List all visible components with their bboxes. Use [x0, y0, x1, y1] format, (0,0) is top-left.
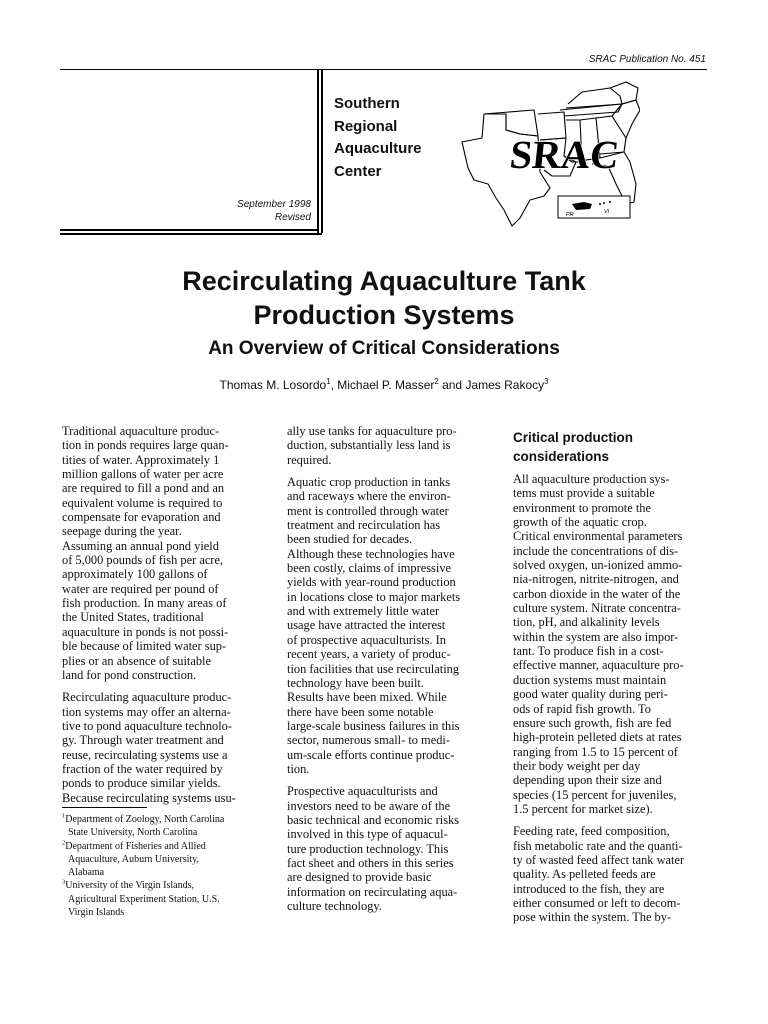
text-line: are required to fill a pond and an	[62, 481, 225, 496]
text-line: quality. As pelleted feeds are	[513, 867, 656, 882]
paragraph	[62, 690, 258, 805]
body-column-2	[287, 424, 485, 921]
text-line: Critical production	[513, 430, 634, 445]
text-line: tion systems may offer an alterna-	[62, 704, 231, 719]
paragraph	[287, 784, 485, 913]
author-footnote-mark: 1	[326, 377, 331, 386]
text-line: land for pond construction.	[62, 667, 197, 682]
text-line: tant. To produce fish in a cost-	[513, 644, 664, 659]
text-line: tive to pond aquaculture technolo-	[62, 718, 232, 733]
center-name	[334, 93, 422, 183]
text-line: fish production. In many areas of	[62, 596, 227, 611]
text-line: technology have been built.	[287, 675, 424, 690]
text-line: Critical environmental parameters	[513, 529, 683, 544]
text-line: 1.5 percent for market size).	[513, 801, 653, 816]
text-line: usage have attracted the interest	[287, 618, 446, 633]
text-line: nia-nitrogen, nitrite-nitrogen, and	[513, 572, 679, 587]
body-column-3	[513, 428, 713, 933]
document-title	[0, 264, 768, 332]
text-line: um-scale efforts continue produc-	[287, 747, 455, 762]
header-bottom-rule	[60, 233, 322, 235]
text-line: fraction of the water required by	[62, 761, 223, 776]
date-line: September 1998	[237, 199, 311, 210]
text-line: treatment and recirculation has	[287, 518, 441, 533]
text-line: of prospective aquaculturists. In	[287, 632, 446, 647]
author-name: , Michael P. Masser	[330, 378, 435, 392]
footnote-rule	[62, 807, 147, 808]
text-line: ble because of limited water sup-	[62, 639, 227, 654]
text-line: duction systems must maintain	[513, 672, 667, 687]
text-line: Because recirculating systems usu-	[62, 790, 236, 805]
srac-map-logo	[460, 80, 640, 228]
text-line: seepage during the year.	[62, 524, 182, 539]
text-line: information on recirculating aqua-	[287, 884, 458, 899]
text-line: Feeding rate, feed composition,	[513, 824, 670, 839]
text-line: species (15 percent for juveniles,	[513, 787, 677, 802]
text-line: been costly, claims of impressive	[287, 561, 452, 576]
text-line: plies or an absence of suitable	[62, 653, 211, 668]
title-line: Production Systems	[253, 300, 515, 330]
center-name-line: Regional	[334, 117, 398, 135]
text-line: Assuming an annual pond yield	[62, 538, 219, 553]
paragraph	[287, 424, 485, 467]
text-line: tities of water. Approximately 1	[62, 452, 220, 467]
text-line: ment is controlled through water	[287, 503, 449, 518]
srac-logo-text: SRAC	[507, 132, 622, 177]
text-line: ods of rapid fish growth. To	[513, 701, 651, 716]
text-line: basic technical and economic risks	[287, 812, 460, 827]
text-line: pose within the system. The by-	[513, 910, 672, 925]
text-line: considerations	[513, 449, 610, 464]
paragraph	[513, 472, 713, 816]
text-line: duction, substantially less land is	[287, 438, 451, 453]
text-line: either consumed or left to decom-	[513, 895, 681, 910]
text-line: the United States, traditional	[62, 610, 204, 625]
text-line: their body weight per day	[513, 758, 641, 773]
publication-date	[237, 198, 311, 224]
header-vertical-rule	[321, 69, 323, 233]
text-line: All aquaculture production sys-	[513, 472, 670, 486]
text-line: investors need to be aware of the	[287, 798, 451, 813]
text-line: in locations close to major markets	[287, 589, 461, 604]
text-line: approximately 100 gallons of	[62, 567, 208, 582]
footnote-number: 2	[62, 839, 66, 847]
text-line: introduced to the fish, they are	[513, 881, 665, 896]
author-line	[0, 378, 768, 392]
text-line: been studied for decades.	[287, 532, 413, 547]
text-line: environment to promote the	[513, 500, 651, 515]
footnote-number: 1	[62, 812, 66, 820]
document-subtitle: An Overview of Critical Considerations	[208, 338, 560, 359]
title-line: Recirculating Aquaculture Tank	[182, 266, 586, 296]
text-line: Prospective aquaculturists and	[287, 784, 438, 799]
text-line: growth of the aquatic crop.	[513, 515, 647, 530]
body-column-1	[62, 424, 258, 813]
text-line: compensate for evaporation and	[62, 510, 221, 525]
footnote-text: Department of Fisheries and Allied	[65, 840, 206, 852]
text-line: recent years, a variety of produc-	[287, 647, 451, 662]
text-line: large-scale business failures in this	[287, 718, 460, 733]
author-name: Thomas M. Losordo	[219, 378, 327, 392]
text-line: Although these technologies have	[287, 546, 455, 561]
text-line: fact sheet and others in this series	[287, 855, 454, 870]
footnote-2	[62, 840, 262, 853]
center-name-line: Southern	[334, 95, 400, 112]
text-line: yields with year-round production	[287, 575, 456, 590]
text-line: sector, numerous small- to medi-	[287, 733, 450, 748]
text-line: ty of wasted feed affect tank water	[513, 852, 685, 867]
text-line: ensure such growth, fish are fed	[513, 715, 672, 730]
author-name: and James Rakocy	[438, 378, 545, 392]
footnote-text: State University, North Carolina	[68, 827, 198, 839]
paragraph	[513, 824, 713, 924]
text-line: million gallons of water per acre	[62, 467, 224, 482]
text-line: Traditional aquaculture produc-	[62, 424, 220, 438]
text-line: culture technology.	[287, 899, 382, 913]
text-line: involved in this type of aquacul-	[287, 827, 448, 842]
text-line: aquaculture in ponds is not possi-	[62, 624, 229, 639]
text-line: tion, pH, and alkalinity levels	[513, 615, 660, 630]
text-line: depending upon their size and	[513, 773, 662, 788]
text-line: include the concentrations of dis-	[513, 543, 679, 558]
text-line: ponds to produce similar yields.	[62, 776, 221, 791]
paragraph	[287, 475, 485, 776]
center-name-line: Center	[334, 162, 382, 180]
author-footnote-mark: 3	[544, 377, 549, 386]
publication-number: SRAC Publication No. 451	[588, 54, 706, 65]
text-line: culture system. Nitrate concentra-	[513, 601, 681, 616]
text-line: Aquatic crop production in tanks	[287, 475, 451, 490]
text-line: fish metabolic rate and the quanti-	[513, 838, 683, 853]
author-footnote-mark: 2	[434, 377, 439, 386]
text-line: solved oxygen, un-ionized ammo-	[513, 558, 683, 573]
text-line: reuse, recirculating systems use a	[62, 747, 228, 762]
text-line: ally use tanks for aquaculture pro-	[287, 424, 457, 438]
header-bottom-rule	[60, 229, 318, 231]
footnote-1	[62, 813, 262, 826]
footnote-text: Department of Zoology, North Carolina	[65, 814, 225, 825]
footnote-number: 3	[62, 879, 66, 887]
text-line: water are required per pound of	[62, 581, 219, 596]
text-line: of 5,000 pounds of fish per acre,	[62, 553, 224, 568]
center-name-line: Aquaculture	[334, 140, 422, 157]
text-line: tion facilities that use recirculating	[287, 661, 460, 676]
text-line: are designed to provide basic	[287, 870, 432, 885]
text-line: required.	[287, 452, 332, 467]
text-line: effective manner, aquaculture pro-	[513, 658, 684, 673]
section-heading	[513, 428, 713, 466]
text-line: tems must provide a suitable	[513, 486, 655, 501]
footnote-text: Alabama	[68, 867, 105, 879]
revised-label: Revised	[274, 212, 311, 223]
text-line: and with extremely little water	[287, 604, 440, 619]
text-line: there have been some notable	[287, 704, 434, 719]
footnote-text: Aquaculture, Auburn University,	[68, 853, 199, 865]
text-line: within the system are also impor-	[513, 629, 679, 644]
footnote-text: University of the Virgin Islands,	[65, 880, 194, 892]
text-line: ture production technology. This	[287, 841, 449, 856]
text-line: tion in ponds requires large quan-	[62, 438, 229, 453]
footnote-3	[62, 879, 262, 892]
kentucky-outline	[566, 88, 622, 108]
footnote-text: Virgin Islands	[68, 907, 125, 919]
text-line: ranging from 1.5 to 15 percent of	[513, 744, 678, 759]
header-rule	[60, 69, 707, 70]
paragraph	[62, 424, 258, 682]
footnotes	[62, 813, 262, 919]
text-line: gy. Through water treatment and	[62, 733, 224, 748]
text-line: good water quality during peri-	[513, 687, 668, 702]
footnote-text: Agricultural Experiment Station, U.S.	[68, 893, 220, 905]
text-line: carbon dioxide in the water of the	[513, 586, 681, 601]
text-line: Results have been mixed. While	[287, 690, 447, 705]
header-vertical-rule	[317, 69, 319, 233]
pr-label: PR	[566, 212, 574, 218]
text-line: tion.	[287, 761, 310, 776]
text-line: high-protein pelleted diets at rates	[513, 730, 682, 745]
virginia-outline	[610, 82, 638, 104]
text-line: Recirculating aquaculture produc-	[62, 690, 232, 705]
vi-label: VI	[604, 209, 610, 215]
text-line: and raceways where the environ-	[287, 489, 451, 504]
text-line: equivalent volume is required to	[62, 495, 223, 510]
